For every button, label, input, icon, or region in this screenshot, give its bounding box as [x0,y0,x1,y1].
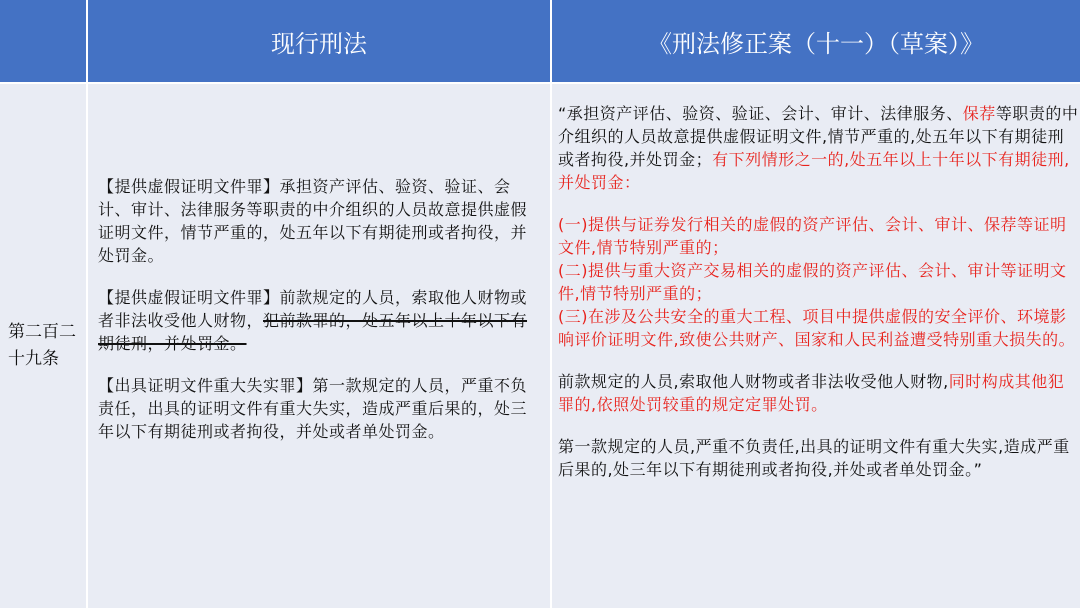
article-number: 第二百二十九条 [8,322,76,369]
current-law-cell [88,84,550,608]
current-law-para-3: 【出具证明文件重大失实罪】第一款规定的人员，严重不负责任，出具的证明文件有重大失实，造成严重后果的，处三年以下有期徒刑或者拘役，并处或者单处罚金。 [98,376,528,441]
amendment-para-2-text: 前款规定的人员,索取他人财物或者非法收受他人财物, [558,372,949,391]
amendment-added-text: 保荐 [962,104,996,123]
amendment-item-3: (三)在涉及公共安全的重大工程、项目中提供虚假的安全评价、环境影响评价证明文件,致使公共财产、国家和人民利益遭受特别重大损失的。 [558,307,1076,349]
amendment-para-1-text-a: “承担资产评估、验资、验证、会计、审计、法律服务、 [558,104,963,123]
header-current-law: 现行刑法 [88,0,550,82]
current-law-para-1: 【提供虚假证明文件罪】承担资产评估、验资、验证、会计、审计、法律服务等职责的中介组织的人员故意提供虚假证明文件，情节严重的，处五年以下有期徒刑或者拘役，并处罚金。 [98,177,528,265]
amendment-added-text: 同时构成其他犯罪的,依照处罚较重的规定定罪处罚。 [558,372,1065,414]
amendment-item-2: (二)提供与重大资产交易相关的虚假的资产评估、会计、审计等证明文件,情节特别严重的； [558,261,1067,303]
amendment-added-text: 有下列情形之一的,处五年以上十年以下有期徒刑,并处罚金： [558,150,1070,192]
amendment-para-2 [558,370,1080,416]
amendment-para-1 [558,102,1080,194]
header-amendment: 《刑法修正案（十一）（草案）》 [552,0,1080,82]
amendment-item-1: (一)提供与证券发行相关的虚假的资产评估、会计、审计、保荐等证明文件,情节特别严重的； [558,215,1067,257]
deleted-text: 犯前款罪的，处五年以上十年以下有期徒刑，并处罚金。 [98,311,528,353]
amendment-cell [552,84,1080,608]
current-law-para-2-text: 【提供虚假证明文件罪】前款规定的人员，索取他人财物或者非法收受他人财物， [98,288,528,330]
current-law-para-2 [98,286,530,355]
amendment-para-1-text-b: 等职责的中介组织的人员故意提供虚假证明文件,情节严重的,处五年以下有期徒刑或者拘役,并处罚金； [558,104,1079,169]
header-corner [0,0,86,82]
amendment-para-3: 第一款规定的人员,严重不负责任,出具的证明文件有重大失实,造成严重后果的,处三年以下有期徒刑或者拘役,并处或者单处罚金。” [558,437,1070,479]
article-number-cell [0,84,86,608]
